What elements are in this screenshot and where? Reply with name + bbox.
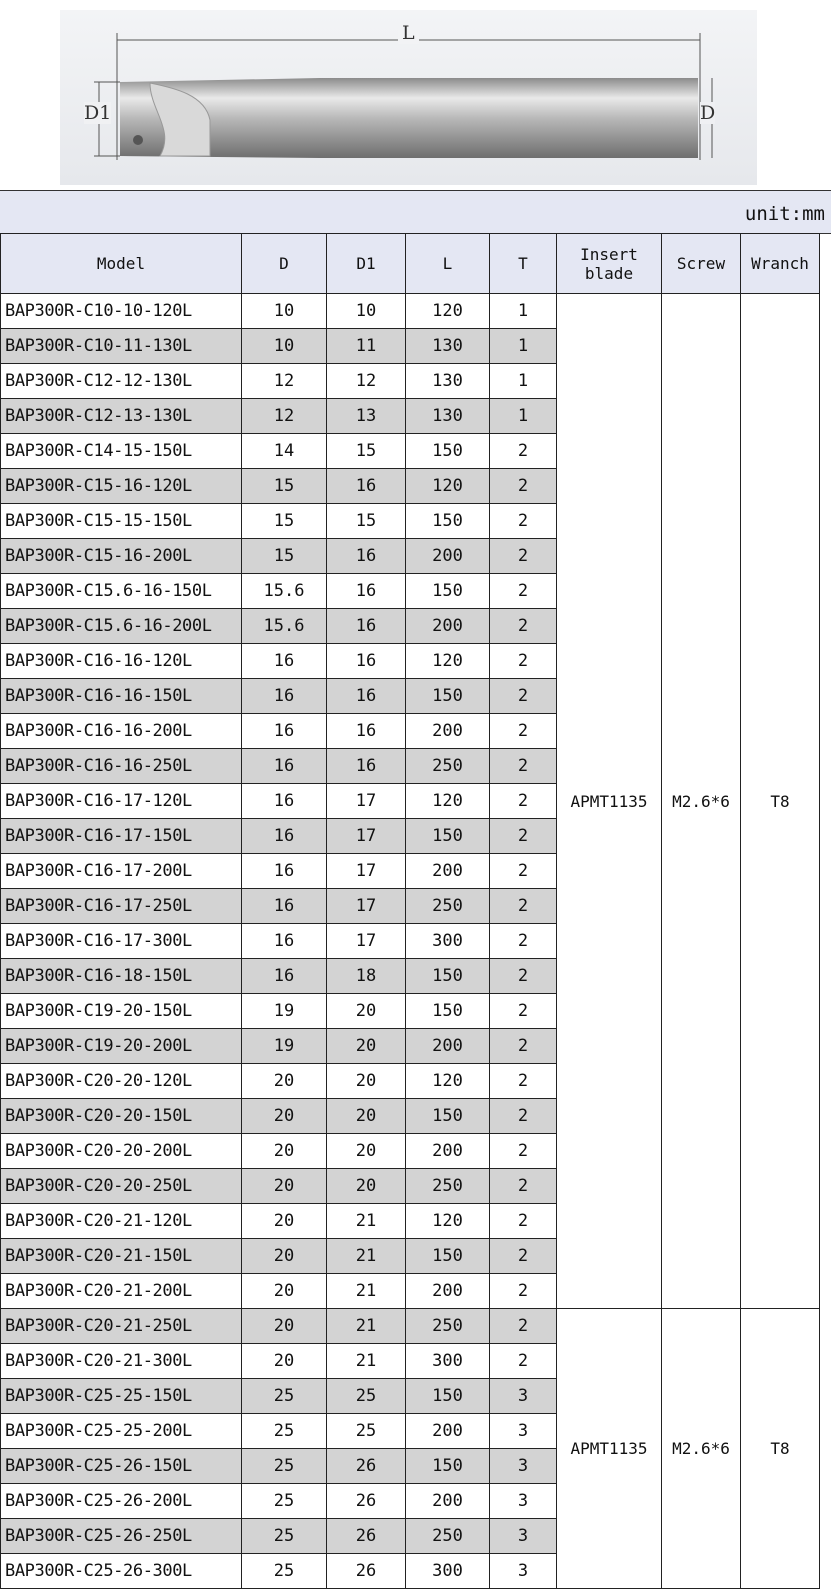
cell-l: 150 xyxy=(406,434,490,469)
cell-d1: 20 xyxy=(327,1134,406,1169)
cell-t: 2 xyxy=(490,1169,557,1204)
cell-model: BAP300R-C20-21-200L xyxy=(1,1274,242,1309)
cell-t: 2 xyxy=(490,924,557,959)
cell-l: 250 xyxy=(406,1519,490,1554)
cell-t: 2 xyxy=(490,1099,557,1134)
cell-d: 16 xyxy=(242,749,327,784)
cell-l: 200 xyxy=(406,609,490,644)
cell-screw: M2.6*6 xyxy=(662,294,741,1309)
cell-model: BAP300R-C16-17-250L xyxy=(1,889,242,924)
cell-d1: 25 xyxy=(327,1414,406,1449)
cell-t: 2 xyxy=(490,469,557,504)
unit-bar xyxy=(0,190,831,234)
cell-d: 25 xyxy=(242,1484,327,1519)
cell-l: 120 xyxy=(406,294,490,329)
cell-d: 19 xyxy=(242,1029,327,1064)
cell-d: 20 xyxy=(242,1309,327,1344)
cell-l: 200 xyxy=(406,539,490,574)
cell-model: BAP300R-C25-25-200L xyxy=(1,1414,242,1449)
cell-d1: 20 xyxy=(327,1029,406,1064)
cell-t: 2 xyxy=(490,1274,557,1309)
cell-t: 3 xyxy=(490,1379,557,1414)
table-row xyxy=(1,294,820,329)
cell-model: BAP300R-C16-17-300L xyxy=(1,924,242,959)
cell-l: 130 xyxy=(406,329,490,364)
cell-d1: 26 xyxy=(327,1554,406,1589)
cell-d: 16 xyxy=(242,714,327,749)
header-model: Model xyxy=(1,234,242,294)
cell-d1: 17 xyxy=(327,889,406,924)
cell-d1: 16 xyxy=(327,749,406,784)
cell-t: 2 xyxy=(490,1029,557,1064)
cell-d: 25 xyxy=(242,1414,327,1449)
cell-l: 120 xyxy=(406,784,490,819)
cell-model: BAP300R-C20-20-150L xyxy=(1,1099,242,1134)
cell-d: 20 xyxy=(242,1239,327,1274)
cell-model: BAP300R-C25-26-250L xyxy=(1,1519,242,1554)
cell-model: BAP300R-C16-16-120L xyxy=(1,644,242,679)
cell-t: 3 xyxy=(490,1414,557,1449)
cell-l: 150 xyxy=(406,574,490,609)
cell-model: BAP300R-C16-17-150L xyxy=(1,819,242,854)
cell-d: 16 xyxy=(242,784,327,819)
cell-d1: 26 xyxy=(327,1484,406,1519)
cell-model: BAP300R-C15-15-150L xyxy=(1,504,242,539)
cell-d1: 10 xyxy=(327,294,406,329)
spec-table xyxy=(0,233,820,1589)
cell-t: 3 xyxy=(490,1554,557,1589)
cell-d: 12 xyxy=(242,399,327,434)
cell-model: BAP300R-C25-25-150L xyxy=(1,1379,242,1414)
cell-l: 200 xyxy=(406,1274,490,1309)
cell-model: BAP300R-C20-20-200L xyxy=(1,1134,242,1169)
cell-d: 15 xyxy=(242,539,327,574)
cell-d1: 26 xyxy=(327,1449,406,1484)
cell-model: BAP300R-C12-13-130L xyxy=(1,399,242,434)
cell-d1: 13 xyxy=(327,399,406,434)
cell-model: BAP300R-C15.6-16-200L xyxy=(1,609,242,644)
cell-d1: 20 xyxy=(327,994,406,1029)
cell-d1: 11 xyxy=(327,329,406,364)
cell-d1: 15 xyxy=(327,434,406,469)
cell-model: BAP300R-C16-16-200L xyxy=(1,714,242,749)
header-insert-blade xyxy=(557,234,662,294)
cell-d: 15.6 xyxy=(242,609,327,644)
cell-l: 130 xyxy=(406,399,490,434)
cell-model: BAP300R-C20-21-300L xyxy=(1,1344,242,1379)
cell-d1: 16 xyxy=(327,574,406,609)
cell-t: 3 xyxy=(490,1519,557,1554)
cell-d: 10 xyxy=(242,329,327,364)
cell-l: 150 xyxy=(406,504,490,539)
cell-d1: 18 xyxy=(327,959,406,994)
table-body xyxy=(1,294,820,1589)
cell-model: BAP300R-C16-17-120L xyxy=(1,784,242,819)
cell-t: 2 xyxy=(490,854,557,889)
cell-model: BAP300R-C15-16-200L xyxy=(1,539,242,574)
length-label: L xyxy=(398,22,419,44)
cell-l: 130 xyxy=(406,364,490,399)
header-insert-line1: Insert xyxy=(580,244,638,264)
cell-l: 150 xyxy=(406,1449,490,1484)
cell-d1: 16 xyxy=(327,539,406,574)
cell-d: 20 xyxy=(242,1134,327,1169)
cell-model: BAP300R-C10-11-130L xyxy=(1,329,242,364)
cell-d1: 16 xyxy=(327,714,406,749)
cell-insert-blade: APMT1135 xyxy=(557,1309,662,1589)
cell-t: 2 xyxy=(490,1239,557,1274)
cell-t: 2 xyxy=(490,889,557,924)
cell-t: 1 xyxy=(490,294,557,329)
unit-label: unit:mm xyxy=(744,203,825,225)
cell-model: BAP300R-C19-20-150L xyxy=(1,994,242,1029)
header-l: L xyxy=(406,234,490,294)
cell-l: 200 xyxy=(406,1134,490,1169)
cell-model: BAP300R-C15-16-120L xyxy=(1,469,242,504)
cell-d1: 21 xyxy=(327,1274,406,1309)
cell-d1: 17 xyxy=(327,784,406,819)
cell-model: BAP300R-C16-16-150L xyxy=(1,679,242,714)
cell-d1: 15 xyxy=(327,504,406,539)
table-row xyxy=(1,1309,820,1344)
cell-d: 10 xyxy=(242,294,327,329)
cell-d: 16 xyxy=(242,889,327,924)
cell-d: 15 xyxy=(242,504,327,539)
cell-t: 2 xyxy=(490,679,557,714)
cell-d1: 12 xyxy=(327,364,406,399)
cell-d: 12 xyxy=(242,364,327,399)
cell-t: 2 xyxy=(490,504,557,539)
cell-t: 2 xyxy=(490,434,557,469)
cell-t: 3 xyxy=(490,1484,557,1519)
cell-l: 120 xyxy=(406,1204,490,1239)
cell-t: 2 xyxy=(490,959,557,994)
header-d1: D1 xyxy=(327,234,406,294)
cell-t: 2 xyxy=(490,539,557,574)
cell-model: BAP300R-C20-21-120L xyxy=(1,1204,242,1239)
cell-model: BAP300R-C16-16-250L xyxy=(1,749,242,784)
cell-d: 25 xyxy=(242,1379,327,1414)
cell-d: 19 xyxy=(242,994,327,1029)
cell-l: 150 xyxy=(406,679,490,714)
cell-t: 1 xyxy=(490,399,557,434)
cell-l: 250 xyxy=(406,1169,490,1204)
cell-d: 14 xyxy=(242,434,327,469)
cell-d1: 17 xyxy=(327,854,406,889)
cell-t: 2 xyxy=(490,644,557,679)
cell-d: 20 xyxy=(242,1064,327,1099)
cell-t: 2 xyxy=(490,1064,557,1099)
header-insert-line2: blade xyxy=(584,263,634,283)
cell-l: 300 xyxy=(406,1554,490,1589)
cell-model: BAP300R-C16-17-200L xyxy=(1,854,242,889)
cell-t: 2 xyxy=(490,1344,557,1379)
cell-d: 20 xyxy=(242,1274,327,1309)
cell-d: 16 xyxy=(242,679,327,714)
cell-d1: 16 xyxy=(327,679,406,714)
cell-l: 150 xyxy=(406,959,490,994)
cell-d: 20 xyxy=(242,1099,327,1134)
cell-d: 20 xyxy=(242,1169,327,1204)
cell-t: 2 xyxy=(490,609,557,644)
cell-l: 300 xyxy=(406,1344,490,1379)
cell-d: 16 xyxy=(242,959,327,994)
cell-d1: 21 xyxy=(327,1344,406,1379)
cell-l: 200 xyxy=(406,854,490,889)
cell-d: 16 xyxy=(242,819,327,854)
header-t: T xyxy=(490,234,557,294)
cell-screw: M2.6*6 xyxy=(662,1309,741,1589)
cell-t: 3 xyxy=(490,1449,557,1484)
cell-l: 150 xyxy=(406,994,490,1029)
cell-d: 25 xyxy=(242,1554,327,1589)
cell-t: 2 xyxy=(490,749,557,784)
cell-model: BAP300R-C20-21-250L xyxy=(1,1309,242,1344)
cell-d1: 21 xyxy=(327,1204,406,1239)
cell-d1: 25 xyxy=(327,1379,406,1414)
cell-d: 16 xyxy=(242,644,327,679)
cell-t: 2 xyxy=(490,714,557,749)
cell-t: 2 xyxy=(490,819,557,854)
cell-d1: 20 xyxy=(327,1169,406,1204)
cell-d: 16 xyxy=(242,924,327,959)
cell-d: 25 xyxy=(242,1449,327,1484)
cell-t: 2 xyxy=(490,1204,557,1239)
cell-l: 200 xyxy=(406,714,490,749)
cell-l: 200 xyxy=(406,1414,490,1449)
cell-l: 120 xyxy=(406,644,490,679)
tool-diagram xyxy=(0,0,833,190)
cell-l: 120 xyxy=(406,1064,490,1099)
cell-l: 250 xyxy=(406,889,490,924)
cell-model: BAP300R-C25-26-150L xyxy=(1,1449,242,1484)
header-d: D xyxy=(242,234,327,294)
cell-d: 15.6 xyxy=(242,574,327,609)
header-wrench: Wranch xyxy=(741,234,820,294)
cell-l: 250 xyxy=(406,1309,490,1344)
cell-wrench: T8 xyxy=(741,294,820,1309)
cell-model: BAP300R-C20-21-150L xyxy=(1,1239,242,1274)
header-row xyxy=(1,234,820,294)
cell-t: 1 xyxy=(490,329,557,364)
cell-wrench: T8 xyxy=(741,1309,820,1589)
d-label: D xyxy=(700,102,716,124)
cell-d: 15 xyxy=(242,469,327,504)
cell-model: BAP300R-C25-26-300L xyxy=(1,1554,242,1589)
cell-model: BAP300R-C16-18-150L xyxy=(1,959,242,994)
cell-model: BAP300R-C14-15-150L xyxy=(1,434,242,469)
cell-t: 2 xyxy=(490,1134,557,1169)
cell-l: 150 xyxy=(406,1099,490,1134)
cell-l: 120 xyxy=(406,469,490,504)
cell-d1: 26 xyxy=(327,1519,406,1554)
cell-d1: 21 xyxy=(327,1239,406,1274)
cell-d1: 16 xyxy=(327,644,406,679)
cell-model: BAP300R-C12-12-130L xyxy=(1,364,242,399)
header-screw: Screw xyxy=(662,234,741,294)
cell-l: 300 xyxy=(406,924,490,959)
cell-model: BAP300R-C20-20-120L xyxy=(1,1064,242,1099)
cell-l: 150 xyxy=(406,1379,490,1414)
cell-t: 2 xyxy=(490,994,557,1029)
cell-d1: 20 xyxy=(327,1064,406,1099)
cell-t: 2 xyxy=(490,1309,557,1344)
cell-d1: 21 xyxy=(327,1309,406,1344)
cell-d1: 17 xyxy=(327,924,406,959)
cell-model: BAP300R-C10-10-120L xyxy=(1,294,242,329)
cell-d1: 16 xyxy=(327,609,406,644)
cell-l: 150 xyxy=(406,1239,490,1274)
cell-insert-blade: APMT1135 xyxy=(557,294,662,1309)
cell-t: 2 xyxy=(490,784,557,819)
cell-l: 200 xyxy=(406,1029,490,1064)
cell-d1: 16 xyxy=(327,469,406,504)
d1-label: D1 xyxy=(84,102,112,124)
cell-t: 2 xyxy=(490,574,557,609)
cell-l: 200 xyxy=(406,1484,490,1519)
cell-l: 150 xyxy=(406,819,490,854)
cell-model: BAP300R-C15.6-16-150L xyxy=(1,574,242,609)
cell-model: BAP300R-C19-20-200L xyxy=(1,1029,242,1064)
cell-model: BAP300R-C20-20-250L xyxy=(1,1169,242,1204)
cell-d1: 20 xyxy=(327,1099,406,1134)
cell-d1: 17 xyxy=(327,819,406,854)
cell-d: 20 xyxy=(242,1344,327,1379)
cell-l: 250 xyxy=(406,749,490,784)
cell-t: 1 xyxy=(490,364,557,399)
cell-d: 20 xyxy=(242,1204,327,1239)
cell-d: 25 xyxy=(242,1519,327,1554)
cell-model: BAP300R-C25-26-200L xyxy=(1,1484,242,1519)
cell-d: 16 xyxy=(242,854,327,889)
